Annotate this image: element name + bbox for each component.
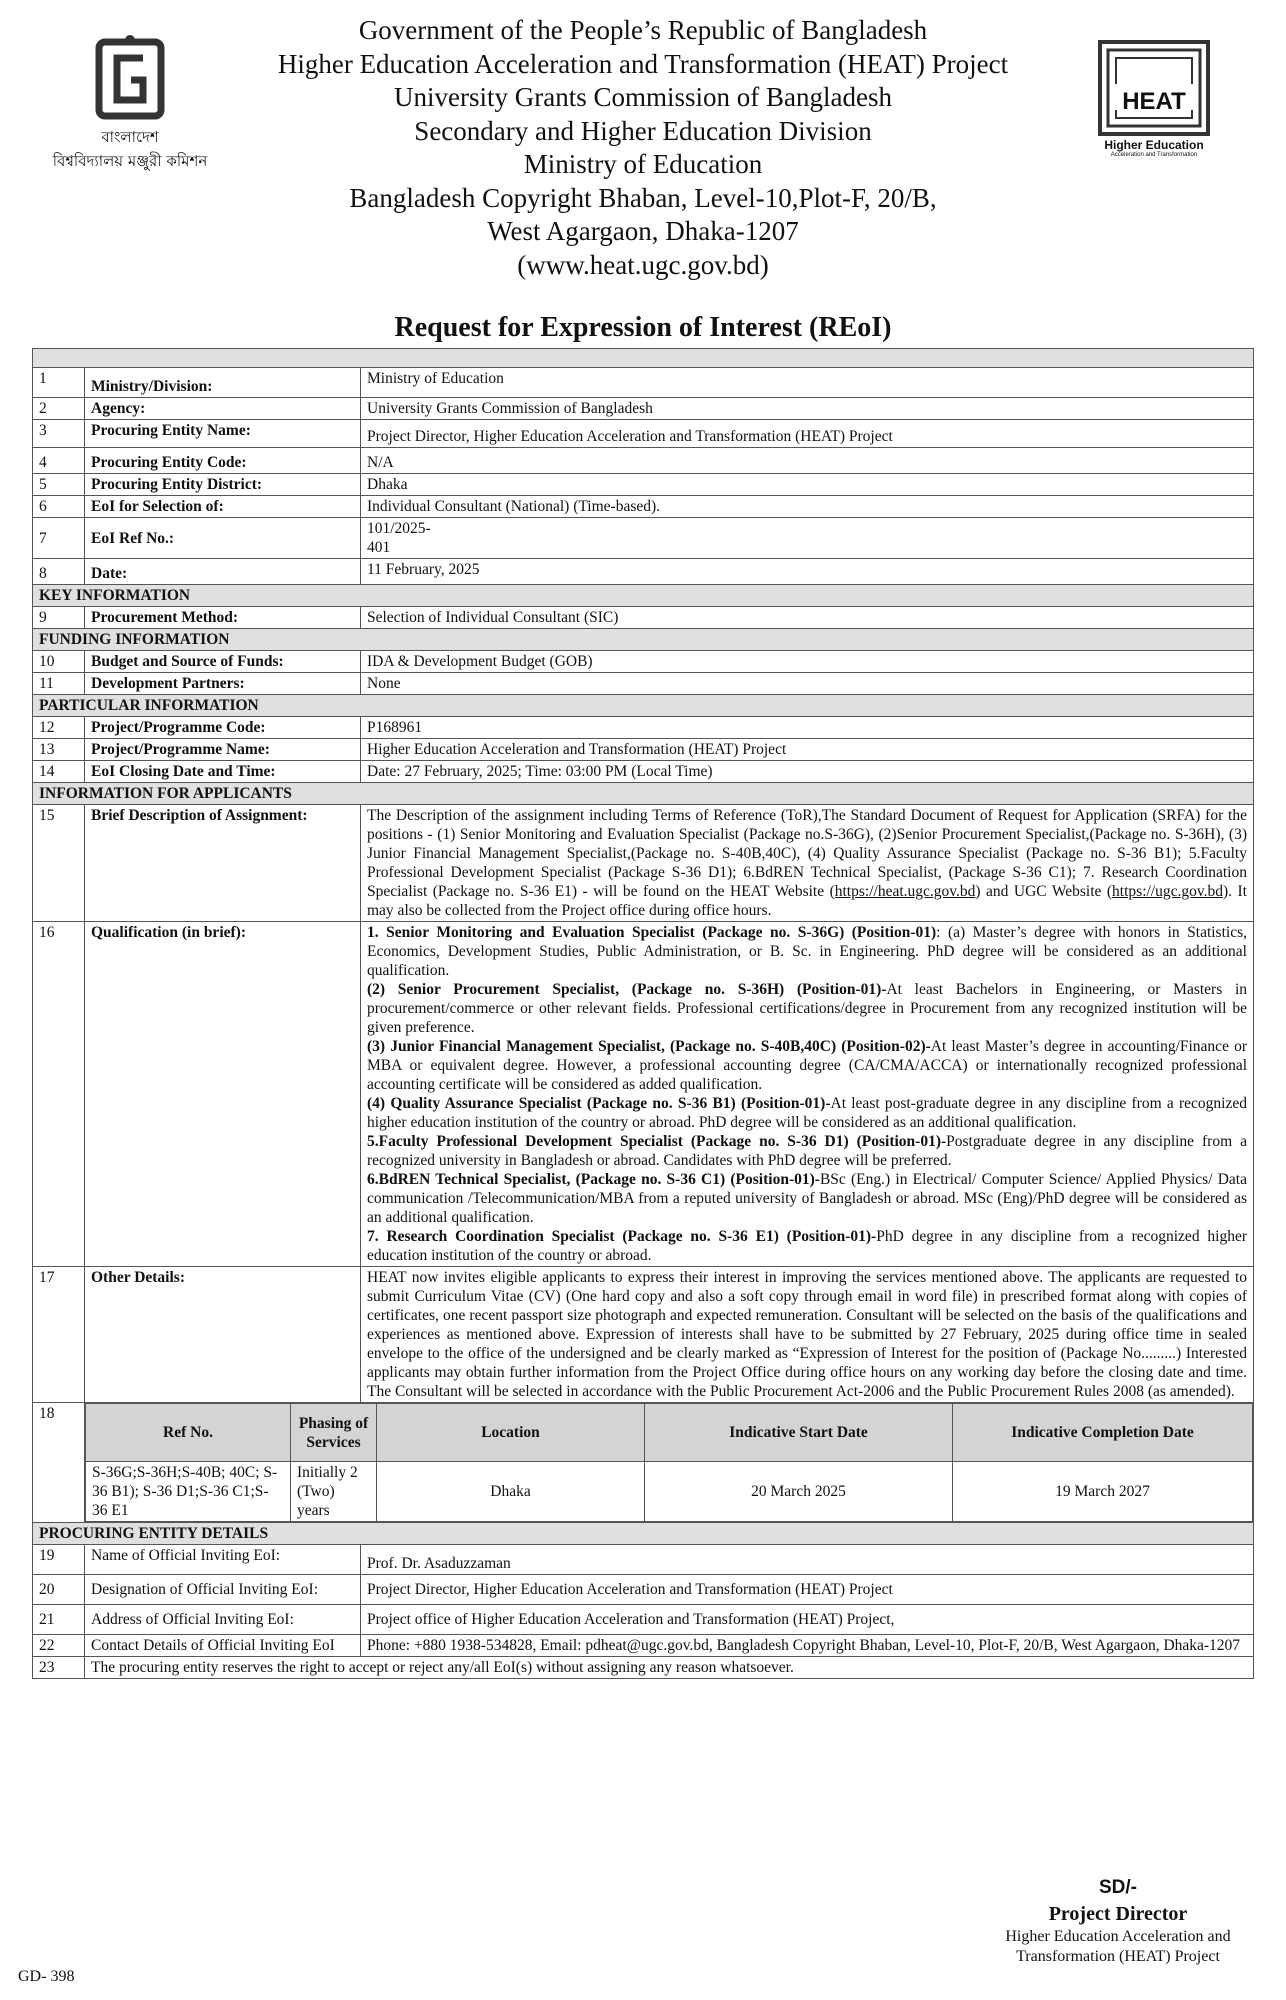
row-number: 13	[33, 739, 85, 761]
row-number: 10	[33, 651, 85, 673]
section-header	[33, 695, 1254, 717]
col-header-completion-date: Indicative Completion Date	[953, 1404, 1253, 1462]
row-label: Brief Description of Assignment:	[85, 805, 361, 922]
table-row	[33, 559, 1254, 585]
qualification-title: (3) Junior Financial Management Specialist, (Package no. S-40B,40C) (Position-02)-	[367, 1038, 931, 1055]
ref-no-line1: 101/2025-	[367, 520, 431, 537]
table-row	[33, 761, 1254, 783]
ugc-logo-line2: বিশ্ববিদ্যালয় মঞ্জুরী কমিশন	[52, 152, 208, 170]
schedule-phasing: Initially 2 (Two) years	[291, 1462, 377, 1522]
col-header-phasing: Phasing of Services	[291, 1404, 377, 1462]
row-number: 12	[33, 717, 85, 739]
header-line-7: West Agargaon, Dhaka-1207	[487, 216, 799, 246]
qualification-body: BSc (Eng.) in Electrical/ Computer Science/ Applied Physics/ Data communication /Telecommunication/MBA from a reputed university of Bangladesh or abroad. MSc (Eng)/PhD degree will be considered as an additional qualification.	[367, 1171, 1247, 1226]
table-row	[33, 607, 1254, 629]
row-number: 4	[33, 448, 85, 474]
assignment-text: The Description of the assignment including Terms of Reference (ToR),The Standard Document of Request for Application (SRFA) for the positions - (1) Senior Monitoring and Evaluation Specialist (Package no.S-36G), (2)Senior Procurement Specialist,(Package no. S-36H), (3) Junior Financial Management Specialist,(Package no. S-40B,40C), (4) Quality Assurance Specialist (Package no. S-36 B1); 5.Faculty Professional Development Specialist (Package S-36 D1); 6.BdREN Technical Specialist, (Package S-36 C1); 7. Research Coordination Specialist (Package no. S-36 E1) - will be found on the HEAT Website (	[367, 807, 1247, 900]
table-row	[33, 922, 1254, 1267]
header-line-5: Ministry of Education	[523, 149, 763, 179]
table-row	[33, 1267, 1254, 1403]
signatory-role: Project Director	[1048, 1903, 1188, 1925]
row-value: None	[361, 673, 1254, 695]
row-label: EoI Ref No.:	[85, 518, 361, 559]
qualification-body: At least post-graduate degree in any discipline from a recognized higher education institution of the country or abroad. PhD degree will be considered as an additional qualification.	[367, 1095, 1248, 1131]
schedule-location: Dhaka	[377, 1462, 645, 1522]
signature-block	[968, 1875, 1268, 1967]
row-label: Address of Official Inviting EoI:	[85, 1605, 361, 1635]
schedule-row	[86, 1462, 1253, 1522]
row-number: 17	[33, 1267, 85, 1403]
row-value: Selection of Individual Consultant (SIC)	[361, 607, 1254, 629]
contact-details: Phone: +880 1938-534828, Email: pdheat@ugc.gov.bd, Bangladesh Copyright Bhaban, Level-10, Plot-F, 20/B, West Agargaon, Dhaka-1207	[361, 1635, 1254, 1657]
service-schedule-table	[85, 1403, 1253, 1522]
row-label: Project/Programme Name:	[85, 739, 361, 761]
row-label: Agency:	[85, 398, 361, 420]
row-number: 20	[33, 1575, 85, 1605]
row-value: Date: 27 February, 2025; Time: 03:00 PM (Local Time)	[361, 761, 1254, 783]
section-header	[33, 585, 1254, 607]
qualification-title: (2) Senior Procurement Specialist, (Package no. S-36H) (Position-01)-	[367, 981, 887, 998]
other-details-text: HEAT now invites eligible applicants to express their interest in improving the services mentioned above. The applicants are requested to submit Curriculum Vitae (CV) (One hard copy and also a soft copy through email in word file) in prescribed format along with copies of certificates, one recent passport size photograph and expected remuneration. Consultant will be selected on the basis of the qualifications and experiences as mentioned above. Expression of interests shall have to be submitted by 27 February, 2025 during office time in sealed envelope to the office of the undersigned and be clearly marked as “Expression of Interest for the position of (Package No.........) Interested applicants may obtain further information from the Project Office during office hours on any working day before the closing date and time. The Consultant will be selected in accordance with the Public Procurement Act-2006 and the Public Procurement Rules 2008 (as amended).	[361, 1267, 1254, 1403]
heat-website-link[interactable]: https://heat.ugc.gov.bd	[834, 883, 976, 900]
row-value: University Grants Commission of Bangladesh	[361, 398, 1254, 420]
ugc-logo-line1: বাংলাদেশ	[101, 128, 159, 146]
row-number: 21	[33, 1605, 85, 1635]
section-header	[33, 629, 1254, 651]
table-row	[33, 474, 1254, 496]
row-label: EoI for Selection of:	[85, 496, 361, 518]
row-number: 15	[33, 805, 85, 922]
section-header	[33, 1523, 1254, 1545]
header-line-2: Higher Education Acceleration and Transformation (HEAT) Project	[277, 48, 1009, 79]
row-value: Prof. Dr. Asaduzzaman	[361, 1545, 1254, 1575]
assignment-text-mid: ) and UGC Website (	[975, 883, 1113, 900]
schedule-header-row	[86, 1404, 1253, 1462]
table-row	[33, 717, 1254, 739]
qualification-list	[361, 922, 1254, 1267]
col-header-ref-no: Ref No.	[86, 1404, 291, 1462]
table-row	[33, 673, 1254, 695]
ref-no-line2: 401	[367, 539, 391, 556]
section-information-for-applicants: INFORMATION FOR APPLICANTS	[33, 783, 1254, 805]
heat-logo-subcaption: Acceleration and Transformation	[1110, 152, 1198, 158]
heat-logo-caption: Higher Education	[1104, 138, 1204, 152]
schedule-start-date: 20 March 2025	[645, 1462, 953, 1522]
schedule-completion-date: 19 March 2027	[953, 1462, 1253, 1522]
row-value: N/A	[361, 448, 1254, 474]
row-number: 19	[33, 1545, 85, 1575]
row-label: Procuring Entity Code:	[85, 448, 361, 474]
row-number: 2	[33, 398, 85, 420]
row-label: Other Details:	[85, 1267, 361, 1403]
row-label: Contact Details of Official Inviting EoI	[85, 1635, 361, 1657]
header-line-4: Secondary and Higher Education Division	[414, 115, 872, 146]
row-label: Procurement Method:	[85, 607, 361, 629]
heat-logo	[1098, 40, 1218, 170]
table-row	[33, 651, 1254, 673]
qualification-item	[367, 1170, 1247, 1227]
footer-code: GD- 398	[18, 1968, 75, 1985]
section-particular-information: PARTICULAR INFORMATION	[33, 695, 1254, 717]
row-value: Project Director, Higher Education Acceleration and Transformation (HEAT) Project	[361, 1575, 1254, 1605]
row-number: 18	[33, 1403, 85, 1523]
row-label: Date:	[85, 559, 361, 585]
row-number: 9	[33, 607, 85, 629]
table-row	[33, 420, 1254, 448]
signatory-org-line2: Transformation (HEAT) Project	[1016, 1948, 1220, 1965]
table-row	[33, 1575, 1254, 1605]
row-number: 23	[33, 1657, 85, 1679]
row-label: EoI Closing Date and Time:	[85, 761, 361, 783]
qualification-item	[367, 980, 1247, 1037]
header-line-6: Bangladesh Copyright Bhaban, Level-10,Plot-F, 20/B,	[349, 182, 937, 213]
col-header-location: Location	[377, 1404, 645, 1462]
qualification-item	[367, 1037, 1247, 1094]
table-row	[33, 518, 1254, 559]
row-label: Development Partners:	[85, 673, 361, 695]
signatory-org-line1: Higher Education Acceleration and	[1005, 1928, 1231, 1945]
qualification-title: 5.Faculty Professional Development Specialist (Package no. S-36 D1) (Position-01)-	[367, 1133, 947, 1150]
qualification-title: 7. Research Coordination Specialist (Package no. S-36 E1) (Position-01)-	[367, 1228, 877, 1245]
heat-logo-text: HEAT	[1122, 88, 1186, 115]
row-number: 22	[33, 1635, 85, 1657]
table-row	[33, 1545, 1254, 1575]
section-header	[33, 783, 1254, 805]
table-row	[33, 739, 1254, 761]
row-number: 11	[33, 673, 85, 695]
section-key-information: KEY INFORMATION	[33, 585, 1254, 607]
qualification-title: 1. Senior Monitoring and Evaluation Specialist (Package no. S-36G) (Position-01)	[367, 924, 937, 941]
table-row	[33, 398, 1254, 420]
qualification-body: : (a) Master’s degree with honors in Statistics, Economics, Development Studies, Public Administration, or B. Sc. in Engineering. PhD degree will be considered as an additional qualification.	[367, 924, 1247, 979]
row-value: Project Director, Higher Education Acceleration and Transformation (HEAT) Project	[361, 420, 1254, 448]
table-row	[33, 1403, 1254, 1523]
row-label: Procuring Entity District:	[85, 474, 361, 496]
header-line-8: (www.heat.ugc.gov.bd)	[517, 249, 769, 280]
row-label: Procuring Entity Name:	[85, 420, 361, 448]
row-number: 8	[33, 559, 85, 585]
row-label: Designation of Official Inviting EoI:	[85, 1575, 361, 1605]
disclaimer-text: The procuring entity reserves the right to accept or reject any/all EoI(s) without assigning any reason whatsoever.	[85, 1657, 1254, 1679]
qualification-body: At least Master’s degree in accounting/Finance or MBA or equivalent degree. However, a professional accounting degree (CA/CMA/ACCA) or internationally recognized professional accounting certificate will be considered as added qualification.	[367, 1038, 1247, 1093]
header-line-1: Government of the People’s Republic of Bangladesh	[358, 15, 928, 45]
row-value: Higher Education Acceleration and Transformation (HEAT) Project	[361, 739, 1254, 761]
reoi-table	[32, 348, 1254, 1679]
table-row	[33, 1605, 1254, 1635]
table-top-bar	[33, 349, 1254, 368]
row-number: 1	[33, 368, 85, 398]
document-title: Request for Expression of Interest (REoI)	[394, 312, 892, 343]
row-number: 7	[33, 518, 85, 559]
table-row	[33, 1635, 1254, 1657]
row-value: Ministry of Education	[361, 368, 1254, 398]
qualification-item	[367, 1227, 1247, 1265]
row-value: IDA & Development Budget (GOB)	[361, 651, 1254, 673]
table-row	[33, 368, 1254, 398]
qualification-item	[367, 1132, 1247, 1170]
row-value: Dhaka	[361, 474, 1254, 496]
row-value: Project office of Higher Education Acceleration and Transformation (HEAT) Project,	[361, 1605, 1254, 1635]
table-row	[33, 805, 1254, 922]
section-procuring-entity-details: PROCURING ENTITY DETAILS	[33, 1523, 1254, 1545]
qualification-body: At least Bachelors in Engineering, or Masters in procurement/commerce or other relevant fields. Professional certifications/degree in Procurement from any recognized institution will be given preference.	[367, 981, 1247, 1036]
ugc-emblem-icon	[95, 34, 165, 120]
qualification-item	[367, 1094, 1247, 1132]
row-label: Ministry/Division:	[85, 368, 361, 398]
ugc-website-link[interactable]: https://ugc.gov.bd	[1112, 883, 1223, 900]
schedule-ref-no: S-36G;S-36H;S-40B; 40C; S-36 B1); S-36 D1;S-36 C1;S-36 E1	[86, 1462, 291, 1522]
header-line-3: University Grants Commission of Bangladesh	[394, 82, 892, 112]
row-number: 3	[33, 420, 85, 448]
service-schedule-cell	[85, 1403, 1254, 1523]
row-number: 14	[33, 761, 85, 783]
qualification-title: (4) Quality Assurance Specialist (Package no. S-36 B1) (Position-01)-	[367, 1095, 831, 1112]
row-value	[361, 518, 1254, 559]
row-number: 5	[33, 474, 85, 496]
table-row	[33, 1657, 1254, 1679]
table-row	[33, 448, 1254, 474]
row-label: Qualification (in brief):	[85, 922, 361, 1267]
assignment-text-end: ). It may also be collected from the Project office during office hours.	[367, 883, 1247, 919]
row-label: Budget and Source of Funds:	[85, 651, 361, 673]
row-label: Project/Programme Code:	[85, 717, 361, 739]
row-label: Name of Official Inviting EoI:	[85, 1545, 361, 1575]
qualification-item	[367, 923, 1247, 980]
col-header-start-date: Indicative Start Date	[645, 1404, 953, 1462]
assignment-description	[361, 805, 1254, 922]
signature-sd: SD/-	[1099, 1877, 1137, 1898]
row-value: 11 February, 2025	[361, 559, 1254, 585]
row-value: Individual Consultant (National) (Time-based).	[361, 496, 1254, 518]
ugc-logo	[30, 34, 230, 173]
qualification-body: PhD degree in any discipline from a recognized higher education institution of the country or abroad.	[367, 1228, 1247, 1264]
table-row	[33, 496, 1254, 518]
row-number: 16	[33, 922, 85, 1267]
qualification-body: Postgraduate degree in any discipline from a recognized university in Bangladesh or abroad. Candidates with PhD degree will be preferred.	[367, 1133, 1247, 1169]
section-funding-information: FUNDING INFORMATION	[33, 629, 1254, 651]
qualification-title: 6.BdREN Technical Specialist, (Package no. S-36 C1) (Position-01)-	[367, 1171, 820, 1188]
row-value: P168961	[361, 717, 1254, 739]
row-number: 6	[33, 496, 85, 518]
